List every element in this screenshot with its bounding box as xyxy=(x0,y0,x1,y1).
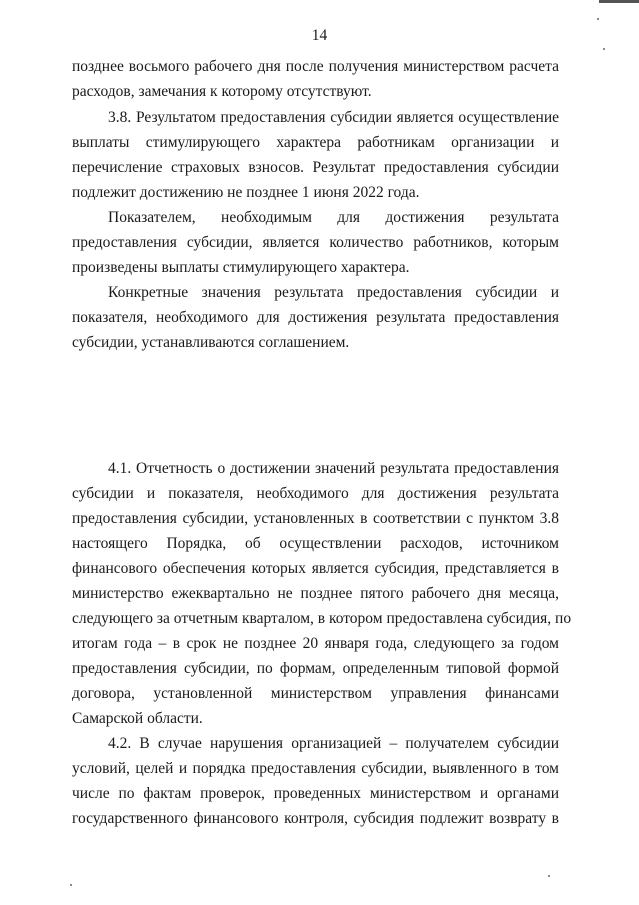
text-line: субсидии и показателя, необходимого для достижения результата xyxy=(72,485,559,502)
page-number: 14 xyxy=(311,27,328,44)
text-line: предоставления субсидии, является количество работников, которым xyxy=(72,234,559,251)
text-line: договора, установленной министерством управления финансами xyxy=(72,685,559,702)
text-line: предоставления субсидии, установленных в соответствии с пунктом 3.8 xyxy=(72,510,559,527)
text-line: министерство ежеквартально не позднее пятого рабочего дня месяца, xyxy=(72,585,559,602)
text-line: государственного финансового контроля, субсидия подлежит возврату в xyxy=(72,810,559,827)
text-line: следующего за отчетным кварталом, в котором предоставлена субсидия, по xyxy=(72,610,572,627)
scan-speck xyxy=(597,18,599,20)
text-line: предоставления субсидии, по формам, определенным типовой формой xyxy=(72,660,559,677)
text-line: субсидии, устанавливаются соглашением. xyxy=(72,334,350,351)
text-line: показателя, необходимого для достижения результата предоставления xyxy=(72,309,559,326)
text-line: числе по фактам проверок, проведенных министерством и органами xyxy=(72,785,559,802)
section-heading-line xyxy=(60,380,579,400)
scan-speck xyxy=(548,875,550,877)
text-line: выплаты стимулирующего характера работникам организации и xyxy=(72,134,559,151)
text-line: Самарской области. xyxy=(72,710,203,727)
text-line: произведены выплаты стимулирующего характера. xyxy=(72,259,410,276)
text-line: Показателем, необходимым для достижения результата xyxy=(108,209,559,226)
scan-speck xyxy=(603,48,605,50)
text-line: позднее восьмого рабочего дня после получения министерством расчета xyxy=(72,58,559,75)
text-line: финансового обеспечения которых является субсидия, представляется в xyxy=(72,560,559,577)
text-line: настоящего Порядка, об осуществлении расходов, источником xyxy=(72,535,559,552)
text-line: перечисление страховых взносов. Результат предоставления субсидии xyxy=(72,159,559,176)
text-line: подлежит достижению не позднее 1 июня 2022 года. xyxy=(72,184,420,201)
text-line: итогам года – в срок не позднее 20 января года, следующего за годом xyxy=(72,635,559,652)
text-line: 4.2. В случае нарушения организацией – получателем субсидии xyxy=(108,735,559,752)
text-line: условий, целей и порядка предоставления субсидии, выявленного в том xyxy=(72,760,559,777)
section-heading-line xyxy=(60,400,579,420)
text-line: 4.1. Отчетность о достижении значений результата предоставления xyxy=(108,460,559,477)
text-line: расходов, замечания к которому отсутствуют. xyxy=(72,83,372,100)
scan-artifact xyxy=(599,0,639,3)
text-line: Конкретные значения результата предоставления субсидии и xyxy=(108,284,559,301)
section-heading-line xyxy=(60,420,579,440)
scan-speck xyxy=(70,884,72,886)
text-line: 3.8. Результатом предоставления субсидии является осуществление xyxy=(108,109,559,126)
